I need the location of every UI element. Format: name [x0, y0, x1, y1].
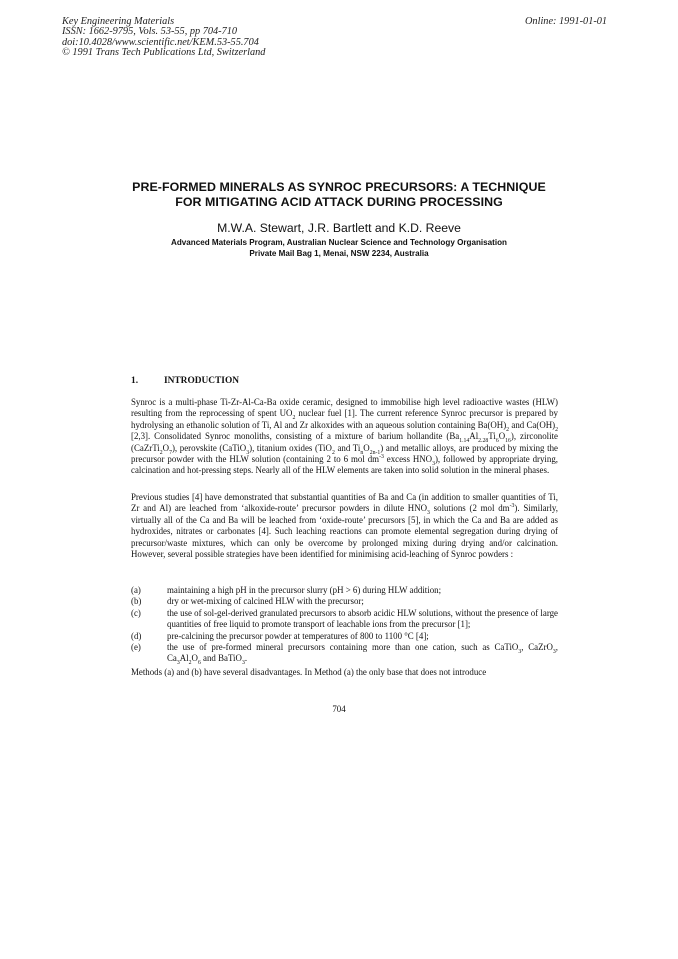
list-text: maintaining a high pH in the precursor slurry (pH > 6) during HLW addition; — [167, 585, 442, 595]
subscript: 1.14 — [459, 438, 470, 444]
text-run: Previous studies [4] have demonstrated that substantial quantities of Ba and Ca (in addition to smaller quantities of Ti, Zr and Al) are leached from ‘alkoxide-route’ precursor powders in dilute HNO — [131, 492, 558, 514]
text-run: Al — [179, 653, 189, 664]
doi-line[interactable]: doi:10.4028/www.scientific.net/KEM.53-55.704 — [62, 36, 259, 48]
text-run: [2,3]. Consolidated Synroc monoliths, consisting of a mixture of barium hollandite (Ba — [131, 431, 460, 442]
list-text: pre-calcining the precursor powder at temperatures of 800 to 1100 °C [4]; — [167, 630, 429, 641]
journal-name: Key Engineering Materials — [62, 16, 175, 27]
text-run: and Ca(OH) — [509, 419, 556, 430]
paragraph-3: Methods (a) and (b) have several disadvantages. In Method (a) the only base that does not introduce — [131, 667, 487, 677]
subscript: 3 — [552, 648, 556, 655]
subscript: 3 — [427, 510, 430, 517]
list-item — [131, 608, 558, 631]
subscript: 3 — [246, 449, 250, 456]
affiliation-line-2: Private Mail Bag 1, Menai, NSW 2234, Australia — [249, 249, 429, 258]
text-run: Ti — [488, 431, 496, 442]
affiliation-line-1: Advanced Materials Program, Australian Nuclear Science and Technology Organisation — [171, 238, 507, 247]
subscript: 7 — [169, 449, 172, 456]
text-run: O — [162, 442, 170, 453]
subscript: 3 — [176, 660, 180, 667]
subscript: 2 — [188, 660, 192, 667]
authors: M.W.A. Stewart, J.R. Bartlett and K.D. Reeve — [217, 221, 461, 235]
text-run: , CaZrO — [521, 642, 553, 653]
list-label: (c) — [131, 607, 141, 618]
page-number: 704 — [332, 704, 346, 714]
affiliation — [0, 237, 678, 259]
list-label: (a) — [131, 585, 141, 595]
text-run: , Ca — [167, 642, 558, 664]
subscript: 3 — [432, 460, 435, 467]
subscript: 6 — [197, 660, 201, 667]
superscript: -3 — [379, 454, 384, 461]
text-run: excess HNO — [383, 454, 433, 465]
list-label: (e) — [131, 642, 141, 653]
list-text — [167, 642, 558, 665]
section-heading — [131, 375, 239, 387]
subscript: 2 — [331, 449, 335, 456]
superscript: -3 — [509, 503, 515, 510]
subscript: 2 — [159, 449, 163, 456]
text-run: ), perovskite (CaTiO — [171, 442, 247, 453]
text-run: nuclear fuel [1]. The current reference Synroc precursor is prepared by hydrolysing an ethanolic solution of Ti, Al and Zr alkoxides with an aqueous solution containing Ba(OH) — [131, 408, 558, 430]
text-run: O — [498, 431, 506, 442]
subscript: 3 — [518, 648, 522, 655]
text-run: and Ti — [334, 442, 361, 453]
subscript: 16 — [505, 438, 511, 444]
copyright-line: © 1991 Trans Tech Publications Ltd, Switzerland — [62, 46, 266, 58]
section-number: 1. — [131, 376, 139, 386]
text-run: ), titanium oxides (TiO — [249, 442, 332, 453]
text-run: . — [244, 653, 248, 664]
journal-header — [62, 17, 265, 58]
text-run: ), followed by appropriate drying, calcination and hot-pressing steps. Nearly all of the HLW elements are taken into solid solution in the mineral phases. — [131, 454, 558, 476]
text-run: ), zirconolite (CaZrTi — [131, 431, 558, 453]
subscript: n — [360, 449, 364, 456]
list-item — [131, 642, 558, 665]
online-date: Online: 1991-01-01 — [525, 16, 608, 27]
text-run: and BaTiO — [200, 653, 242, 664]
subscript: 2 — [292, 415, 296, 422]
subscript: 2.28 — [478, 438, 489, 444]
paragraph-1 — [131, 397, 558, 477]
title-line-1: PRE-FORMED MINERALS AS SYNROC PRECURSORS: A TECHNIQUE — [132, 180, 546, 194]
paper-title — [0, 180, 678, 210]
list-item — [131, 631, 558, 642]
issn-line: ISSN: 1662-9795, Vols. 53-55, pp 704-710 — [62, 26, 238, 38]
text-run: ) and metallic alloys, are produced by mixing the precursor powder with the HLW solution (containing 2 to 6 mol dm — [131, 442, 558, 465]
paragraph-2 — [131, 492, 558, 560]
strategy-list — [131, 585, 558, 665]
section-title: INTRODUCTION — [164, 376, 240, 386]
list-item — [131, 596, 558, 607]
list-text: the use of sol-gel-derived granulated precursors to absorb acidic HLW solutions, without the presence of large quantities of free liquid to promote transport of leachable ions from the precursor [1]; — [167, 607, 558, 630]
subscript: 2 — [555, 426, 558, 433]
text-run: solutions (2 mol dm — [429, 503, 510, 514]
subscript: 3 — [241, 660, 245, 667]
subscript: 6 — [495, 438, 499, 444]
subscript: 2n-1 — [369, 449, 381, 456]
text-run: O — [191, 653, 198, 664]
list-label: (d) — [131, 630, 142, 641]
list-text: dry or wet-mixing of calcined HLW with the precursor; — [167, 596, 364, 607]
text-run: Al — [469, 431, 479, 442]
text-run: the use of pre-formed mineral precursors containing more than one cation, such as CaTiO — [167, 642, 519, 653]
text-run: Synroc is a multi-phase Ti-Zr-Al-Ca-Ba oxide ceramic, designed to immobilise high level radioactive wastes (HLW) resulting from the reprocessing of spent UO — [131, 397, 558, 419]
text-run: O — [363, 442, 370, 453]
subscript: 2 — [506, 426, 510, 433]
list-item — [131, 585, 558, 596]
text-run: ). Similarly, virtually all of the Ca and Ba will be leached from ‘oxide-route’ precursors [5], in which the Ca and Ba are added as hydroxides, nitrates or carbonates [4]. Such leaching reactions can promote elemental segregation during drying of precursor/waste mixtures, which can only be overcome by prolonged mixing during drying and/or calcination. However, several possible strategies have been identified for minimising acid-leaching of Synroc powders : — [131, 503, 559, 560]
title-line-2: FOR MITIGATING ACID ATTACK DURING PROCESSING — [175, 195, 503, 209]
list-label: (b) — [131, 596, 142, 607]
